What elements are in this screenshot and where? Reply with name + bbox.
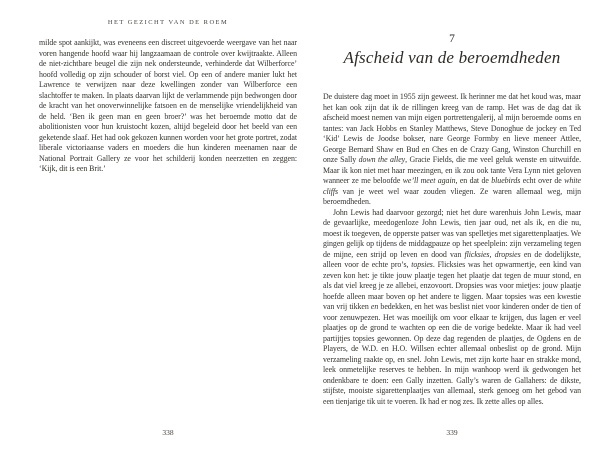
italic-run: we’ll meet again bbox=[402, 176, 456, 185]
italic-run: topsies bbox=[411, 260, 433, 269]
text-run: . Flicksies was het opwarmertje, een kind van zeven kon het: je tikte jouw plaatje tegen het plaatje dat tegen de muur stond, en als dat viel kreeg je ze allebei, enzovoort. Dropsies was voor mietjes: jouw plaatje hoefde alleen maar boven op het andere te liggen. Maar topsies was een kwestie van vrij tikken bbox=[323, 260, 581, 311]
italic-run: bluebirds bbox=[491, 176, 521, 185]
text-run: en de dodelijkste, alleen voor de echte pro’s, bbox=[323, 249, 581, 269]
text-run: , bbox=[489, 249, 495, 259]
text-run: John Lewis had daarvoor gezorgd; niet het dure warenhuis John Lewis, maar de gevaarlijke, meedogenloze John Lewis, tien jaar oud, net als ik, en die nu, moest ik toegeven, de opperste patser was van spelletjes met sigarettenplaatjes. We gingen gelijk op tijdens de middagpauze op het speelplein: zijn verzameling tegen de mijne, een strijd op leven en dood van bbox=[323, 207, 581, 259]
text-run: De duistere dag moet in 1955 zijn geweest. Ik herinner me dat het koud was, maar het kan ook zijn dat ik de rillingen kreeg van de ramp. Het was de dag dat ik afscheid moest nemen van mijn eigen portrettengalerij, al mijn beroemde ooms en tantes: van Jack Hobbs en Stanley Matthews, Steve Donoghue de jockey en Ted ‘Kid’ Lewis de Joodse bokser, nare George Formby en lieve meneer Attlee, George Bernard Shaw en Bud en Ches en de Crazy Gang, Winston Churchill en onze Sally bbox=[323, 92, 581, 164]
italic-run: dropsies bbox=[494, 249, 521, 259]
italic-run: flicksies bbox=[464, 249, 490, 259]
text-run: echt over de bbox=[520, 176, 565, 185]
page-number: 339 bbox=[446, 428, 458, 437]
text-run: milde spot aankijkt, was eveneens een discreet uitgevoerde weergave van het naar voren hangende hoofd waar hij langzaamaan de controle over kwijtraakte. Alleen de niet-zichtbare beugel die zijn nek ondersteunde, verhinderde dat Wilberforce’ hoofd volledig op zijn schouder of borst viel. Op een of andere manier lukt het Lawrence te verwijzen naar deze kwellingen zonder van Wilberforce een slachtoffer te maken. In plaats daarvan lijkt de verlammende pijn bedwongen door de kracht van het onoverwinnelijke fatsoen en de menselijke vriendelijkheid van de held. ‘Ben ik geen man en geen broer?’ was het beroemde motto dat de abolitionisten voor hun kruistocht kozen, altijd begeleid door het beeld van een geketende slaaf. Het had ook gekozen kunnen worden voor het grote portret, zodat liberale victoriaanse vaders en moeders die hun kinderen meenamen naar de National Portrait Gallery ze voor het schilderij konden neerzetten en zeggen: ‘Kijk, dit is een Brit.’ bbox=[39, 38, 297, 173]
page-body-text bbox=[39, 38, 297, 175]
page-left bbox=[39, 0, 297, 460]
page-body-text bbox=[323, 92, 581, 407]
text-run: bedekken, en het was beslist niet voor kinderen onder de tien of voor zenuwpezen. Het was moeilijk om voor elkaar te krijgen, dus lagen er veel plaatjes op de grond te wachten op een die de vorige bedekte. Maar ik had veel partijtjes topsies gewonnen. Op deze dag regenden de plaatjes, de Ogdens en de Players, de W.D. en H.O. Willsen echter allemaal onbeslist op de grond. Mijn verzameling raakte op, en snel. John Lewis, met zijn korte haar en strakke mond, leek onmetelijke reserves te hebben. In mijn wanhoop werd ik gedwongen het ondenkbare te doen: een Gally inzetten. Gally’s waren de Gallahers: de dikste, stijfste, mooiste sigarettenplaatjes van allemaal, sterk genoeg om het gebod van een tienjarige tik uit te voeren. Ik had er nog zes. Ik zette alles op alles. bbox=[323, 302, 581, 406]
paragraph bbox=[323, 208, 581, 408]
paragraph bbox=[39, 38, 297, 175]
page-number: 338 bbox=[162, 428, 174, 437]
running-header: HET GEZICHT VAN DE ROEM bbox=[107, 19, 229, 26]
italic-run: en bbox=[370, 302, 379, 311]
text-run: , en dat de bbox=[455, 176, 492, 185]
chapter-title: Afscheid van de beroemdheden bbox=[343, 48, 561, 67]
paragraph bbox=[323, 92, 581, 208]
chapter-number: 7 bbox=[449, 33, 455, 45]
italic-run: down the alley bbox=[358, 155, 406, 164]
text-run: , Gracie Fields, die me veel geluk wenste en uitwuifde. Maar ik kon niet met haar meezingen, en ik zou ook tante Vera Lynn niet geloven wanneer ze me beloofde bbox=[323, 155, 581, 185]
italic-run: white cliffs bbox=[323, 176, 581, 196]
text-run: van je weet wel waar zouden vliegen. Ze waren allemaal weg, mijn beroemdheden. bbox=[323, 186, 581, 206]
page-right bbox=[323, 0, 581, 460]
